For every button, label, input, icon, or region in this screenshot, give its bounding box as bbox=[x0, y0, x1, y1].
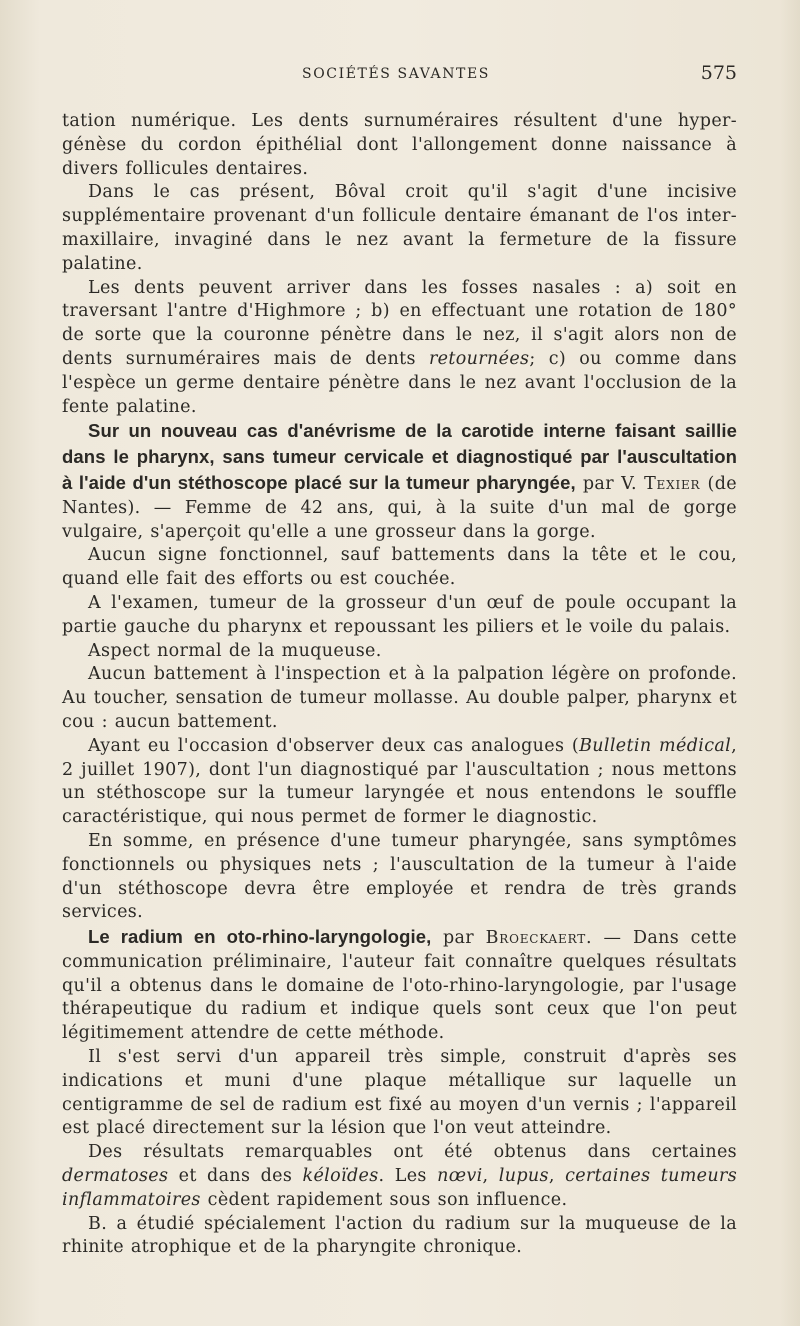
paragraph-8: Aucun battement à l'inspection et à la palpation légère on profonde. Au toucher, sensation de tumeur mollasse. Au double palper, pharynx et cou : aucun battement. bbox=[62, 664, 737, 732]
text-run: Des résultats remarquables ont été obtenus dans certaines bbox=[88, 1142, 737, 1163]
text-run: . — Dans cette communication préliminaire, l'auteur fait connaître quelques résultats qu'il a obtenus dans le domaine de l'oto-rhino-laryngologie, par l'usage thérapeutique du radium et indique quels sont ceux que l'on peut légitimement attendre de cette méthode. bbox=[62, 928, 737, 1044]
text-run: cèdent rapidement sous son influence. bbox=[200, 1189, 568, 1210]
author-name: Texier bbox=[644, 473, 701, 494]
text-run: par V. bbox=[575, 473, 645, 494]
italic-citation: Bulletin médical bbox=[579, 735, 732, 756]
paragraph-6: A l'examen, tumeur de la grosseur d'un œuf de poule occupant la partie gauche du pharynx et repoussant les piliers et le voile du palais. bbox=[62, 592, 737, 637]
italic-term: dermatoses bbox=[62, 1166, 169, 1187]
paragraph-3 bbox=[62, 277, 737, 420]
section-title-radium: Le radium en oto-rhino-laryngologie, bbox=[88, 926, 432, 948]
text-run: , bbox=[482, 1166, 499, 1187]
text-run: par bbox=[431, 928, 486, 949]
italic-term: lupus bbox=[498, 1166, 549, 1187]
text-run: (de Nantes). — Femme de 42 ans, qui, à la suite d'un mal de gorge vulgaire, s'aperçoit qu'elle a une grosseur dans la gorge. bbox=[62, 473, 737, 542]
paragraph-13 bbox=[62, 1141, 737, 1212]
body-text bbox=[62, 110, 737, 1260]
section-radium bbox=[62, 925, 737, 1046]
running-title: SOCIÉTÉS SAVANTES bbox=[302, 66, 491, 82]
section-title-aneurysm: Sur un nouveau cas d'anévrisme de la carotide interne faisant saillie dans le pharynx, sans tumeur cervicale et diagnostiqué par l'auscultation à l'aide d'un stéthoscope placé sur la tumeur pharyngée, bbox=[62, 420, 737, 493]
paragraph-5: Aucun signe fonctionnel, sauf battements dans la tête et le cou, quand elle fait des efforts ou est couchée. bbox=[62, 545, 737, 590]
paragraph-9 bbox=[62, 735, 737, 830]
text-run: , 2 juillet 1907), dont l'un diagnostiqué par l'auscultation ; nous mettons un stéthoscope sur la tumeur laryngée et nous entendons le souffle caractéristique, qui nous permet de former le diagnostic. bbox=[62, 735, 738, 828]
italic-term: nœvi bbox=[437, 1166, 483, 1187]
text-run: Les dents peuvent arriver dans les fosses nasales : a) soit en traversant l'antre d'Highmore ; b) en effectuant une rotation de 180° de sorte que la couronne pénètre dans le nez, il s'agit alors non de dents surnuméraires mais de dents bbox=[62, 277, 737, 369]
paragraph-2: Dans le cas présent, Bôval croit qu'il s'agit d'une incisive supplémentaire provenant d'un follicule dentaire émanant de l'os inter-maxillaire, invaginé dans le nez avant la fermeture de la fissure palatine. bbox=[62, 182, 737, 274]
page-header bbox=[62, 62, 737, 88]
text-run: ; c) ou comme dans l'espèce un germe dentaire pénètre dans le nez avant l'occlusion de la fente palatine. bbox=[62, 348, 737, 417]
text-run: . Les bbox=[378, 1166, 438, 1187]
paragraph-1: tation numérique. Les dents surnuméraires résultent d'une hyper-génèse du cordon épithélial dont l'allongement donne naissance à divers follicules dentaires. bbox=[62, 111, 737, 179]
paragraph-7: Aspect normal de la muqueuse. bbox=[88, 640, 382, 661]
italic-term: kéloïdes bbox=[302, 1166, 379, 1187]
author-name: Broeckaert bbox=[485, 928, 587, 949]
italic-term: certaines tumeurs inflammatoires bbox=[62, 1166, 738, 1210]
text-run: , bbox=[548, 1166, 566, 1187]
paragraph-12: Il s'est servi d'un appareil très simple, construit d'après ses indications et muni d'une plaque métallique sur laquelle un centigramme de sel de radium est fixé au moyen d'un vernis ; l'appareil est placé directement sur la lésion que l'on veut atteindre. bbox=[62, 1047, 737, 1139]
section-aneurysm bbox=[62, 419, 737, 544]
italic-term: retournées bbox=[428, 348, 530, 369]
text-run: et dans des bbox=[168, 1166, 303, 1187]
paragraph-10: En somme, en présence d'une tumeur pharyngée, sans symptômes fonctionnels ou physiques nets ; l'auscultation de la tumeur à l'aide d'un stéthoscope devra être employée et rendra de très grands services. bbox=[62, 830, 737, 923]
paragraph-14: B. a étudié spécialement l'action du radium sur la muqueuse de la rhinite atrophique et de la pharyngite chronique. bbox=[62, 1213, 737, 1258]
page-number: 575 bbox=[700, 62, 737, 84]
text-run: Ayant eu l'occasion d'observer deux cas analogues ( bbox=[88, 735, 580, 756]
